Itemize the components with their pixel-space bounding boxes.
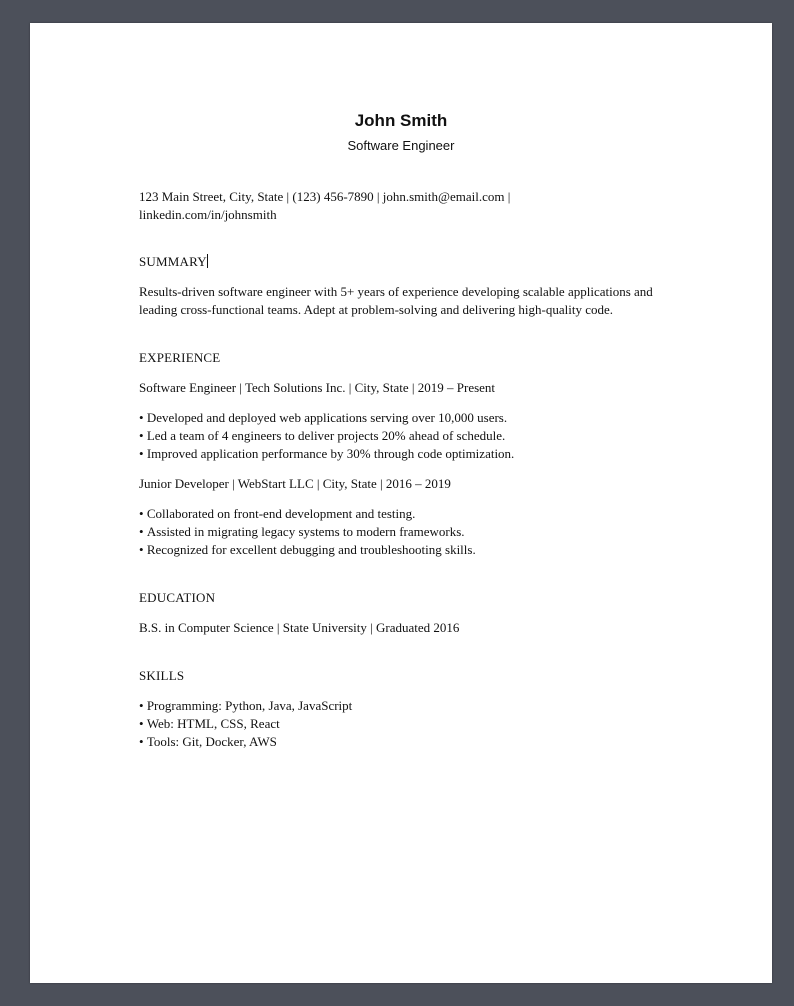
- summary-heading-text: SUMMARY: [139, 254, 207, 269]
- summary-heading[interactable]: [139, 253, 669, 271]
- contact-line-2: linkedin.com/in/johnsmith: [139, 207, 277, 222]
- document-page[interactable]: [30, 23, 772, 983]
- resume-body: [139, 188, 669, 751]
- skill-item-3: • Tools: Git, Docker, AWS: [139, 733, 669, 751]
- skills-list: [139, 697, 669, 751]
- text-cursor: [207, 254, 208, 268]
- job-1-bullets: [139, 409, 669, 463]
- resume-title: Software Engineer: [347, 138, 455, 153]
- job-1-bullet-1: • Developed and deployed web applications serving over 10,000 users.: [139, 409, 669, 427]
- job-2-bullet-3: • Recognized for excellent debugging and troubleshooting skills.: [139, 541, 669, 559]
- job-1-bullet-3: • Improved application performance by 30% through code optimization.: [139, 445, 669, 463]
- education-text: B.S. in Computer Science | State University | Graduated 2016: [139, 620, 460, 635]
- skill-item-1: • Programming: Python, Java, JavaScript: [139, 697, 669, 715]
- skill-item-2: • Web: HTML, CSS, React: [139, 715, 669, 733]
- job-2-title-line: Junior Developer | WebStart LLC | City, State | 2016 – 2019: [139, 476, 451, 491]
- contact-line-1: 123 Main Street, City, State | (123) 456-7890 | john.smith@email.com |: [139, 189, 511, 204]
- job-2-bullets: [139, 505, 669, 559]
- summary-text: Results-driven software engineer with 5+ years of experience developing scalable applications and leading cross-functional teams. Adept at problem-solving and delivering high-quality code.: [139, 284, 653, 317]
- skills-heading: SKILLS: [139, 668, 185, 683]
- job-2-bullet-1: • Collaborated on front-end development and testing.: [139, 505, 669, 523]
- education-heading: EDUCATION: [139, 590, 216, 605]
- resume-name: John Smith: [354, 111, 448, 130]
- job-1-title-line: Software Engineer | Tech Solutions Inc. | City, State | 2019 – Present: [139, 380, 496, 395]
- contact-info: [139, 188, 669, 224]
- job-1-bullet-2: • Led a team of 4 engineers to deliver projects 20% ahead of schedule.: [139, 427, 669, 445]
- job-2-bullet-2: • Assisted in migrating legacy systems to modern frameworks.: [139, 523, 669, 541]
- experience-heading: EXPERIENCE: [139, 350, 221, 365]
